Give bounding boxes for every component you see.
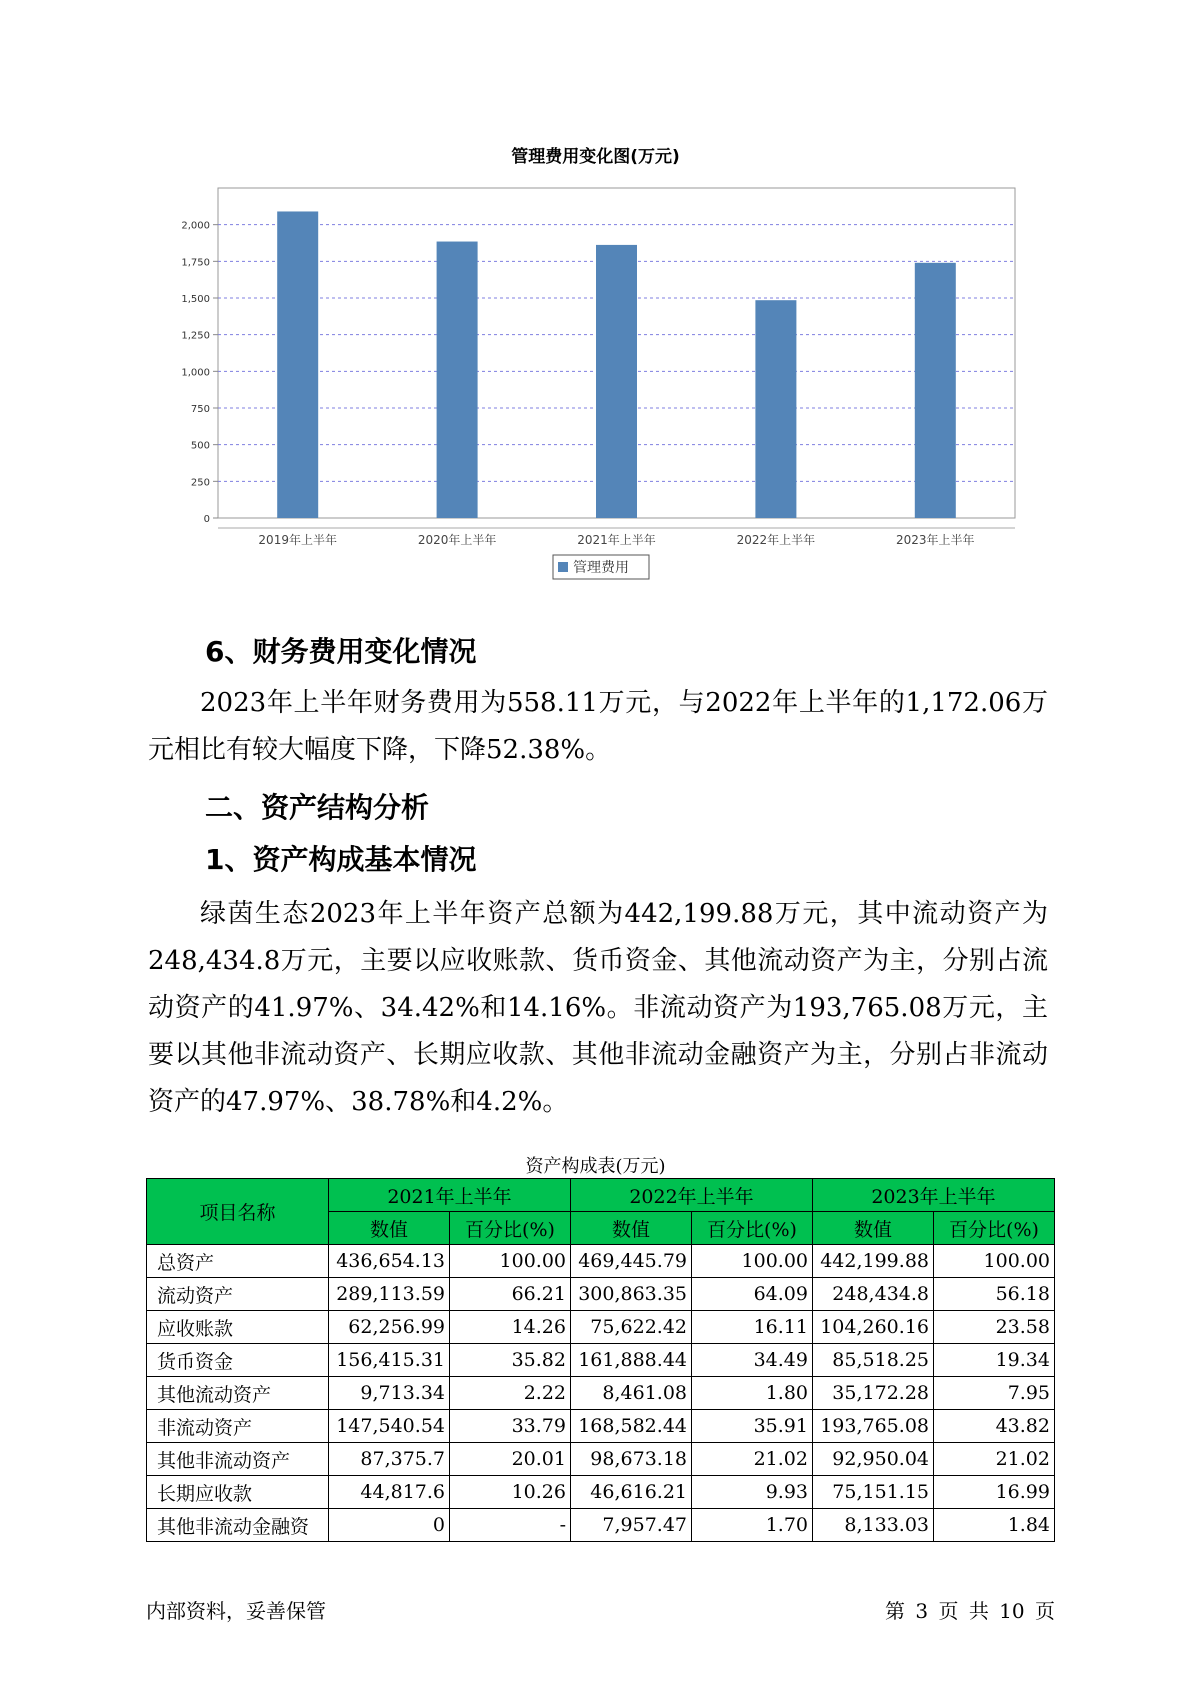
- asset-table: [146, 1178, 1055, 1542]
- row-label: 货币资金: [147, 1344, 329, 1377]
- table-cell: 193,765.08: [813, 1410, 934, 1443]
- value-header: 数值: [329, 1212, 450, 1245]
- table-cell: 35.82: [450, 1344, 571, 1377]
- table-cell: 104,260.16: [813, 1311, 934, 1344]
- management-expense-chart: [150, 180, 1020, 600]
- table-cell: 147,540.54: [329, 1410, 450, 1443]
- y-tick-label: 1,750: [181, 257, 210, 269]
- y-tick-label: 0: [203, 514, 210, 525]
- table-cell: 92,950.04: [813, 1443, 934, 1476]
- table-cell: 100.00: [934, 1245, 1055, 1278]
- table-cell: 1.70: [692, 1509, 813, 1542]
- table-cell: 14.26: [450, 1311, 571, 1344]
- table-cell: -: [450, 1509, 571, 1542]
- row-label: 长期应收款: [147, 1476, 329, 1509]
- assets-line: 248,434.8万元，主要以应收账款、货币资金、其他流动资产为主，分别占: [148, 946, 1022, 976]
- table-cell: 289,113.59: [329, 1278, 450, 1311]
- table-row: [147, 1509, 1055, 1542]
- table-cell: 248,434.8: [813, 1278, 934, 1311]
- table-cell: 0: [329, 1509, 450, 1542]
- table-cell: 19.34: [934, 1344, 1055, 1377]
- table-cell: 300,863.35: [571, 1278, 692, 1311]
- table-cell: 66.21: [450, 1278, 571, 1311]
- table-cell: 62,256.99: [329, 1311, 450, 1344]
- table-cell: 33.79: [450, 1410, 571, 1443]
- table-row: [147, 1377, 1055, 1410]
- table-cell: 436,654.13: [329, 1245, 450, 1278]
- y-tick-label: 500: [190, 440, 210, 452]
- table-cell: 10.26: [450, 1476, 571, 1509]
- table-cell: 1.80: [692, 1377, 813, 1410]
- section-two-1-paragraph: [148, 891, 1048, 1126]
- table-cell: 44,817.6: [329, 1476, 450, 1509]
- year-header: 2023年上半年: [813, 1179, 1055, 1212]
- table-cell: 9,713.34: [329, 1377, 450, 1410]
- table-cell: 56.18: [934, 1278, 1055, 1311]
- table-cell: 1.84: [934, 1509, 1055, 1542]
- percent-header: 百分比(%): [692, 1212, 813, 1245]
- y-tick-label: 1,500: [181, 294, 210, 305]
- table-row: [147, 1344, 1055, 1377]
- legend-label: 管理费用: [573, 560, 629, 576]
- table-cell: 21.02: [692, 1443, 813, 1476]
- chart-title: 管理费用变化图(万元): [511, 147, 680, 167]
- table-cell: 156,415.31: [329, 1344, 450, 1377]
- section6-heading: 6、财务费用变化情况: [205, 635, 477, 668]
- table-cell: 100.00: [450, 1245, 571, 1278]
- y-tick-label: 250: [190, 477, 210, 489]
- table-cell: 98,673.18: [571, 1443, 692, 1476]
- table-cell: 2.22: [450, 1377, 571, 1410]
- table-cell: 87,375.7: [329, 1443, 450, 1476]
- y-tick-label: 1,250: [181, 330, 210, 342]
- assets-line: 绿茵生态2023年上半年资产总额为442,199.88万元，其中流动资产为: [200, 899, 1048, 929]
- table-cell: 75,622.42: [571, 1311, 692, 1344]
- section6-line: 2023年上半年财务费用为558.11万元，与2022年上半年的1,172.06万: [200, 688, 1048, 718]
- y-tick-label: 750: [190, 404, 210, 415]
- table-caption: 资产构成表(万元): [525, 1156, 666, 1177]
- x-tick-label: 2019年上半年: [258, 533, 337, 547]
- table-row: [147, 1311, 1055, 1344]
- value-header: 数值: [571, 1212, 692, 1245]
- table-cell: 85,518.25: [813, 1344, 934, 1377]
- table-cell: 20.01: [450, 1443, 571, 1476]
- section6-paragraph: [148, 680, 1048, 774]
- assets-line: 流动资产的41.97%、34.42%和14.16%。非流动资产为193,765.08万元，主: [148, 946, 1048, 1023]
- legend-swatch: [558, 562, 568, 572]
- table-cell: 469,445.79: [571, 1245, 692, 1278]
- section6-line: 元相比有较大幅度下降，下降52.38%。: [148, 735, 612, 765]
- table-cell: 16.99: [934, 1476, 1055, 1509]
- bar: [596, 245, 637, 518]
- year-header: 2022年上半年: [571, 1179, 813, 1212]
- x-tick-label: 2021年上半年: [577, 533, 656, 547]
- item-header: 项目名称: [147, 1179, 329, 1245]
- bar: [755, 300, 796, 518]
- x-tick-label: 2020年上半年: [417, 533, 497, 547]
- table-cell: 16.11: [692, 1311, 813, 1344]
- table-cell: 35.91: [692, 1410, 813, 1443]
- table-cell: 161,888.44: [571, 1344, 692, 1377]
- table-row: [147, 1410, 1055, 1443]
- table-cell: 442,199.88: [813, 1245, 934, 1278]
- table-row: [147, 1476, 1055, 1509]
- row-label: 应收账款: [147, 1311, 329, 1344]
- table-cell: 100.00: [692, 1245, 813, 1278]
- table-cell: 7,957.47: [571, 1509, 692, 1542]
- row-label: 其他非流动金融资: [147, 1509, 329, 1542]
- table-cell: 43.82: [934, 1410, 1055, 1443]
- y-tick-label: 2,000: [181, 220, 210, 232]
- table-cell: 23.58: [934, 1311, 1055, 1344]
- table-cell: 9.93: [692, 1476, 813, 1509]
- table-cell: 75,151.15: [813, 1476, 934, 1509]
- section-two-heading: 二、资产结构分析: [205, 791, 430, 824]
- bar: [277, 211, 318, 518]
- table-cell: 8,461.08: [571, 1377, 692, 1410]
- row-label: 非流动资产: [147, 1410, 329, 1443]
- percent-header: 百分比(%): [934, 1212, 1055, 1245]
- bar: [437, 242, 478, 518]
- page-number: 第 3 页 共 10 页: [885, 1599, 1055, 1623]
- table-cell: 168,582.44: [571, 1410, 692, 1443]
- row-label: 其他非流动资产: [147, 1443, 329, 1476]
- y-tick-label: 1,000: [181, 367, 210, 379]
- table-cell: 7.95: [934, 1377, 1055, 1410]
- section-two-1-heading: 1、资产构成基本情况: [205, 843, 477, 876]
- row-label: 流动资产: [147, 1278, 329, 1311]
- table-cell: 64.09: [692, 1278, 813, 1311]
- table-row: [147, 1443, 1055, 1476]
- table-cell: 34.49: [692, 1344, 813, 1377]
- percent-header: 百分比(%): [450, 1212, 571, 1245]
- assets-line: 流动资产的47.97%、38.78%和4.2%。: [148, 1040, 1048, 1117]
- table-row: [147, 1278, 1055, 1311]
- row-label: 其他流动资产: [147, 1377, 329, 1410]
- bar: [915, 263, 956, 518]
- footer-note: 内部资料，妥善保管: [146, 1599, 326, 1623]
- x-tick-label: 2023年上半年: [896, 533, 975, 547]
- table-cell: 21.02: [934, 1443, 1055, 1476]
- table-cell: 46,616.21: [571, 1476, 692, 1509]
- table-row: [147, 1245, 1055, 1278]
- row-label: 总资产: [147, 1245, 329, 1278]
- table-cell: 8,133.03: [813, 1509, 934, 1542]
- x-tick-label: 2022年上半年: [736, 533, 816, 547]
- value-header: 数值: [813, 1212, 934, 1245]
- year-header: 2021年上半年: [329, 1179, 571, 1212]
- table-cell: 35,172.28: [813, 1377, 934, 1410]
- assets-line: 要以其他非流动资产、长期应收款、其他非流动金融资产为主，分别占非: [148, 1040, 996, 1070]
